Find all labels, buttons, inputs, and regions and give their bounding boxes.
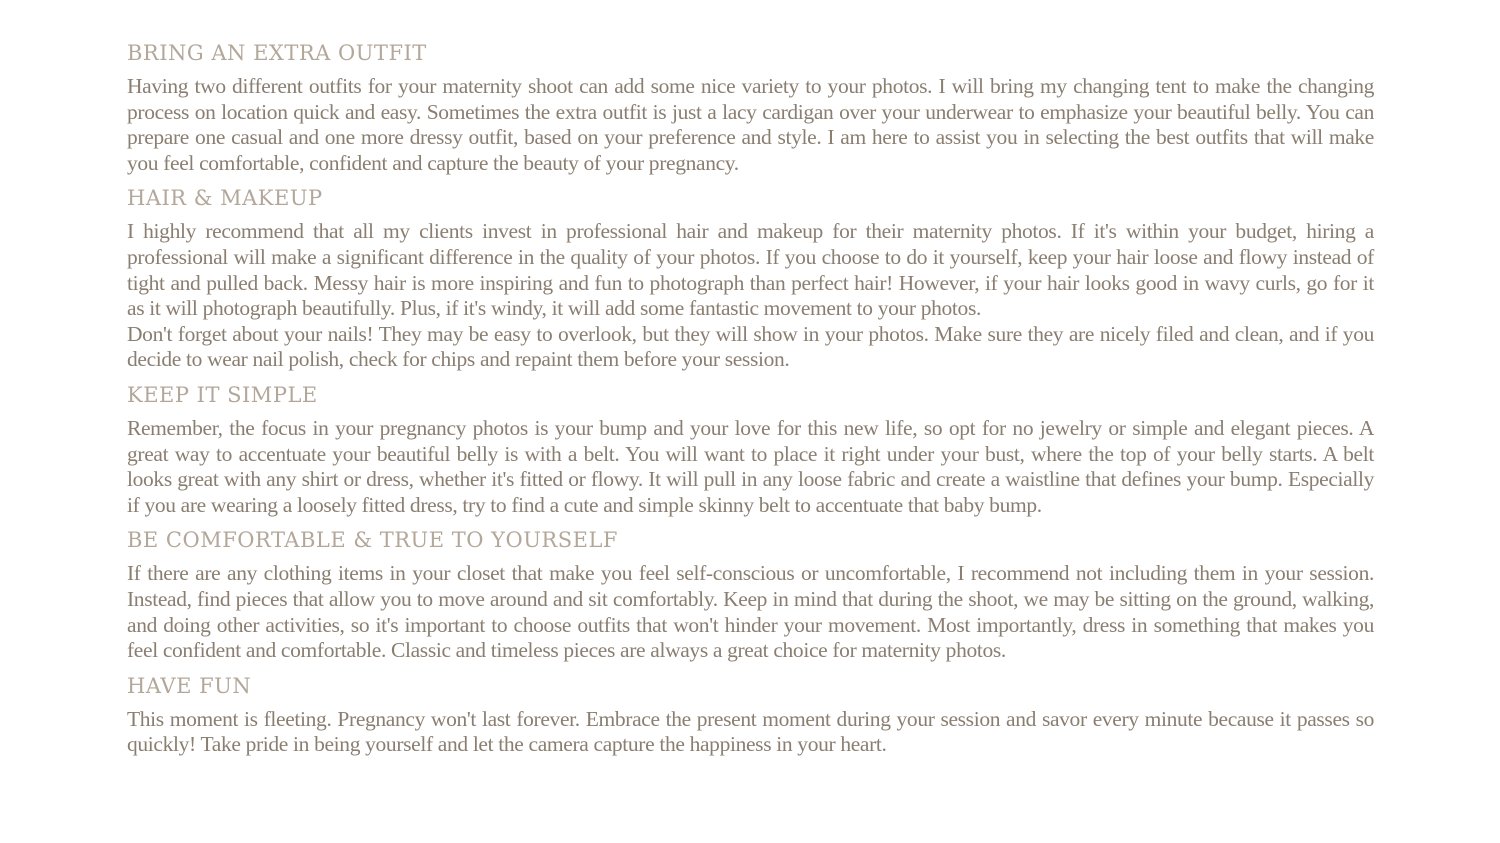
- section-paragraph: I highly recommend that all my clients invest in professional hair and makeup for their maternity photos. If it's within your budget, hiring a professional will make a significant difference in the quality of your photos. If you choose to do it yourself, keep your hair loose and flowy instead of tight and pulled back. Messy hair is more inspiring and fun to photograph than perfect hair! However, if your hair looks good in wavy curls, go for it as it will photograph beautifully. Plus, if it's windy, it will add some fantastic movement to your photos.: [127, 219, 1374, 321]
- section-extra-outfit: [127, 38, 1374, 176]
- section-paragraph: Don't forget about your nails! They may be easy to overlook, but they will show in your photos. Make sure they are nicely filed and clean, and if you decide to wear nail polish, check for chips and repaint them before your session.: [127, 321, 1374, 372]
- section-keep-it-simple: [127, 380, 1374, 518]
- section-be-comfortable: [127, 525, 1374, 663]
- section-paragraph: If there are any clothing items in your closet that make you feel self-conscious or uncomfortable, I recommend not including them in your session. Instead, find pieces that allow you to move around and sit comfortably. Keep in mind that during the shoot, we may be sitting on the ground, walking, and doing other activities, so it's important to choose outfits that won't hinder your movement. Most importantly, dress in something that makes you feel confident and comfortable. Classic and timeless pieces are always a great choice for maternity photos.: [127, 561, 1374, 663]
- section-heading: BRING AN EXTRA OUTFIT: [127, 41, 427, 65]
- section-heading: HAVE FUN: [127, 673, 252, 698]
- section-paragraph: This moment is fleeting. Pregnancy won't last forever. Embrace the present moment during your session and savor every minute because it passes so quickly! Take pride in being yourself and let the camera capture the happiness in your heart.: [127, 706, 1374, 757]
- section-paragraph: Remember, the focus in your pregnancy photos is your bump and your love for this new life, so opt for no jewelry or simple and elegant pieces. A great way to accentuate your beautiful belly is with a belt. You will want to place it right under your bust, where the top of your belly starts. A belt looks great with any shirt or dress, whether it's fitted or flowy. It will pull in any loose fabric and create a waistline that defines your bump. Especially if you are wearing a loosely fitted dress, try to find a cute and simple skinny belt to accentuate that baby bump.: [127, 415, 1374, 517]
- section-heading: BE COMFORTABLE & TRUE TO YOURSELF: [127, 528, 618, 553]
- section-paragraph: Having two different outfits for your maternity shoot can add some nice variety to your photos. I will bring my changing tent to make the changing process on location quick and easy. Sometimes the extra outfit is just a lacy cardigan over your underwear to emphasize your beautiful belly. You can prepare one casual and one more dressy outfit, based on your preference and style. I am here to assist you in selecting the best outfits that will make you feel comfortable, confident and capture the beauty of your pregnancy.: [127, 74, 1374, 175]
- section-have-fun: [127, 671, 1374, 758]
- document-page: [127, 38, 1374, 758]
- section-hair-makeup: [127, 183, 1374, 373]
- section-heading: HAIR & MAKEUP: [127, 186, 323, 211]
- section-heading: KEEP IT SIMPLE: [127, 382, 318, 407]
